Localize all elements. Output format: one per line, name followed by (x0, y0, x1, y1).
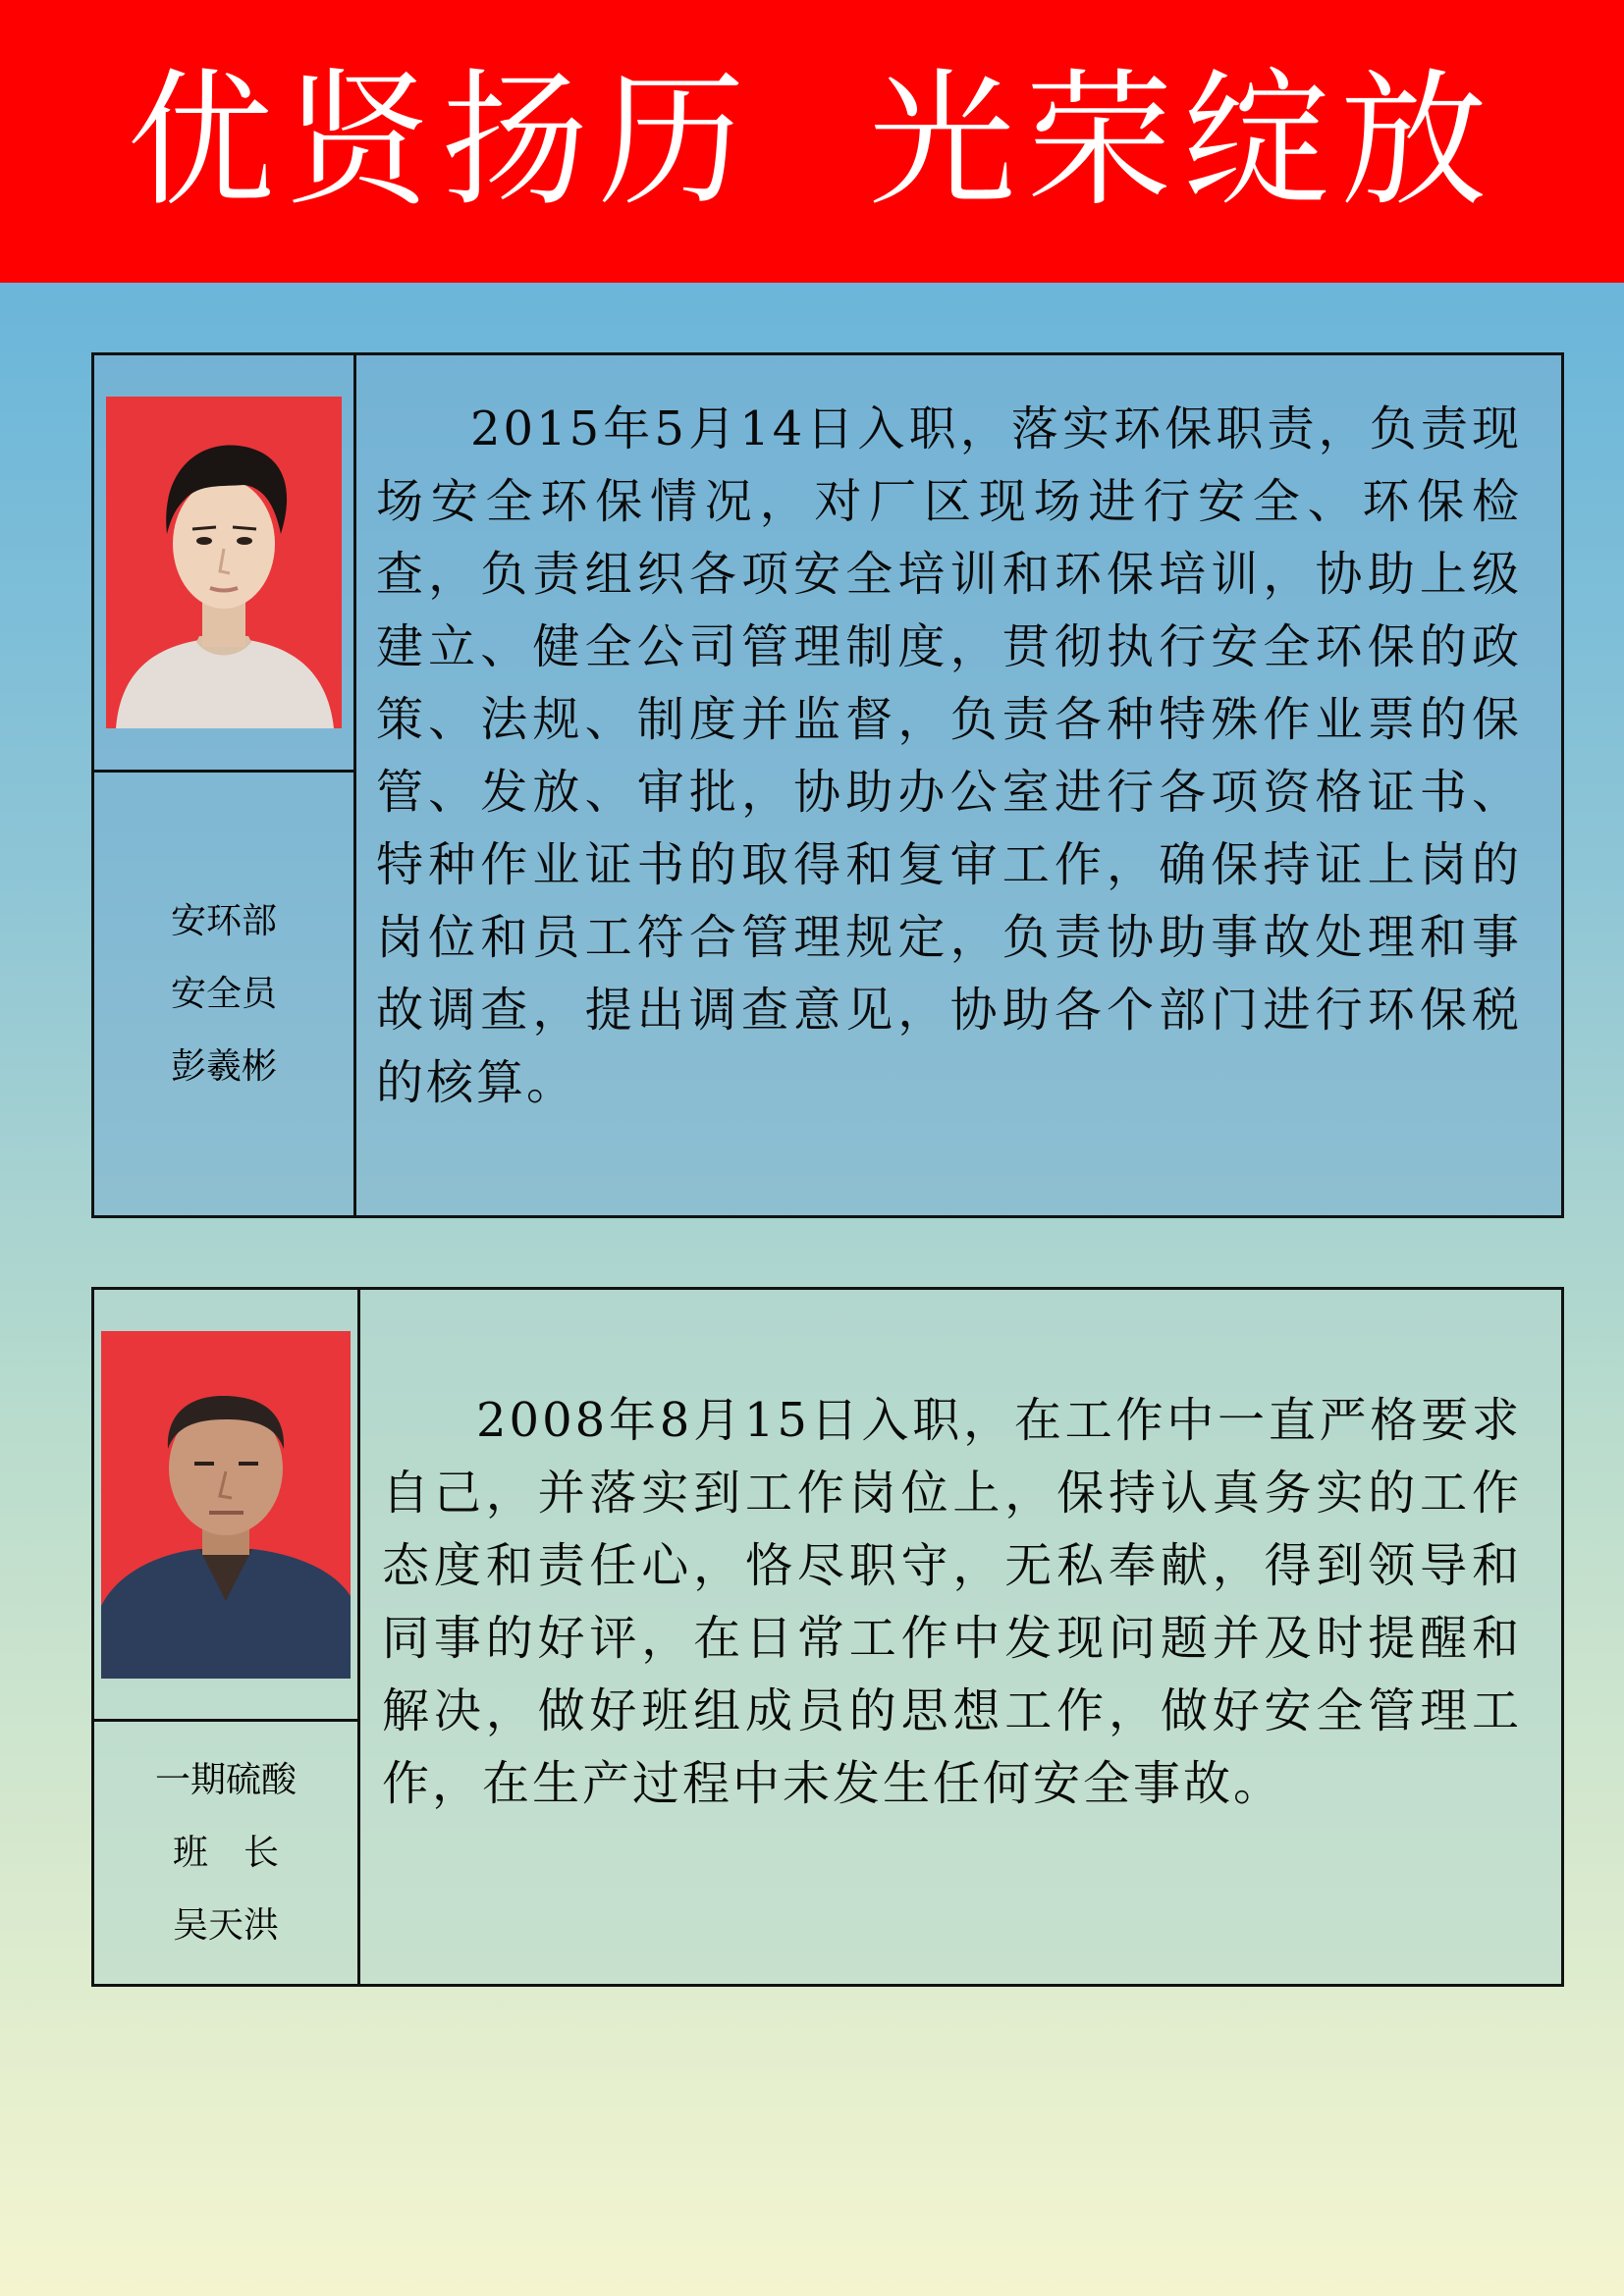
person-name: 彭羲彬 (170, 1045, 277, 1087)
profile-card (91, 1287, 1564, 1987)
photo-cell (94, 1290, 357, 1722)
photo-cell (94, 355, 353, 773)
profile-card (91, 352, 1564, 1218)
page-title: 优贤扬历 光荣绽放 (127, 56, 1497, 227)
profile-info (94, 773, 353, 1215)
person-name: 吴天洪 (172, 1904, 279, 1946)
profile-text-cell (356, 355, 1561, 1215)
position-label: 班 长 (172, 1832, 279, 1873)
department-label: 安环部 (170, 900, 277, 941)
profile-sidebar (94, 1290, 360, 1984)
profile-text-cell (360, 1290, 1561, 1984)
profile-info (94, 1722, 357, 1984)
profile-description: 2008年8月15日入职，在工作中一直严格要求自己，并落实到工作岗位上，保持认真务实的工作态度和责任心，恪尽职守，无私奉献，得到领导和同事的好评，在日常工作中发现问题并及时提醒和解决，做好班组成员的思想工作，做好安全管理工作，在生产过程中未发生任何安全事故。 (382, 1393, 1522, 1811)
profile-photo (106, 397, 342, 728)
department-label: 一期硫酸 (154, 1759, 297, 1800)
profile-photo (101, 1331, 351, 1679)
header-banner (0, 0, 1624, 283)
profile-description: 2015年5月14日入职，落实环保职责，负责现场安全环保情况，对厂区现场进行安全、环保检查，负责组织各项安全培训和环保培训，协助上级建立、健全公司管理制度，贯彻执行安全环保的政策、法规、制度并监督，负责各种特殊作业票的保管、发放、审批，协助办公室进行各项资格证书、特种作业证书的取得和复审工作，确保持证上岗的岗位和员工符合管理规定，负责协助事故处理和事故调查，提出调查意见，协助各个部门进行环保税的核算。 (376, 401, 1522, 1110)
position-label: 安全员 (170, 973, 277, 1014)
profile-sidebar (94, 355, 356, 1215)
